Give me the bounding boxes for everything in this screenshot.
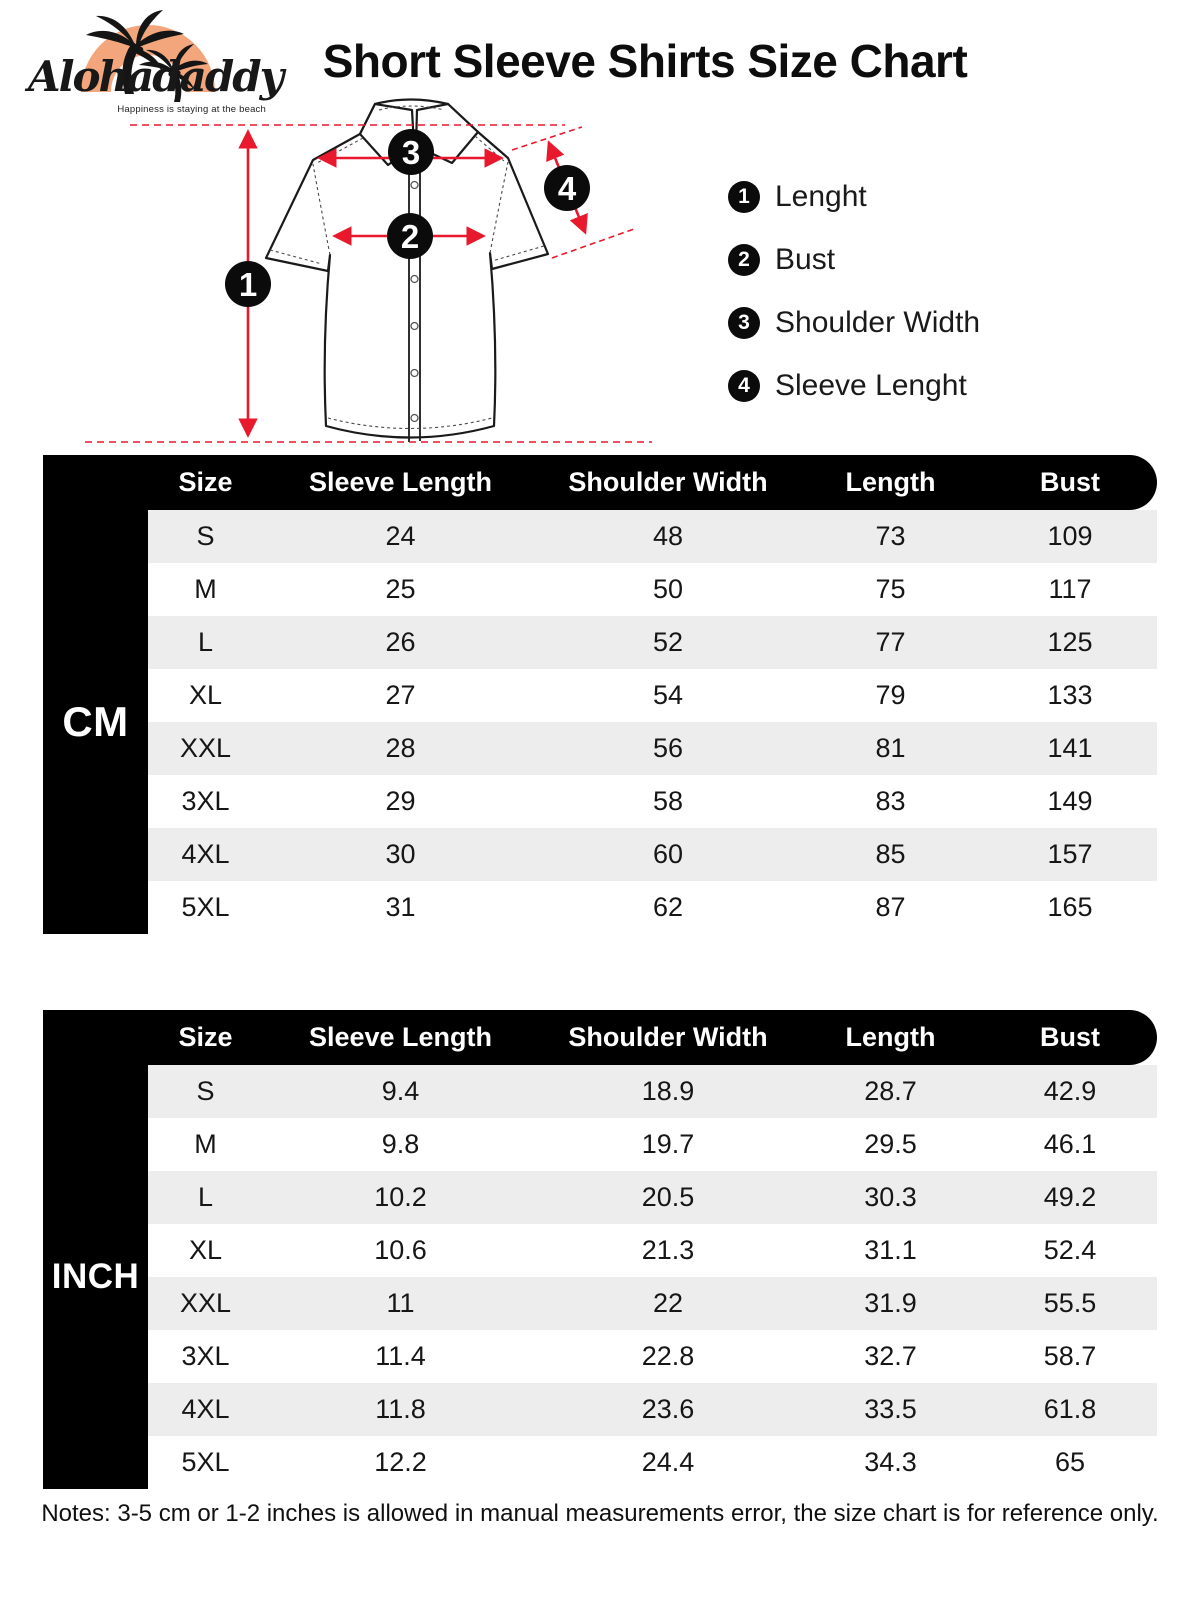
- cm-table-header: [43, 455, 1157, 510]
- table-row: [148, 1171, 1157, 1224]
- bust-cell: 149: [1047, 786, 1093, 816]
- size-cell: L: [197, 627, 214, 657]
- shoulder-width-cell: 48: [652, 521, 684, 551]
- shoulder-width-cell: 58: [652, 786, 684, 816]
- bust-cell: 42.9: [1043, 1076, 1097, 1106]
- sleeve-length-cell: 26: [385, 627, 416, 657]
- length-cell: 85: [875, 839, 906, 869]
- marker-4-badge: [544, 165, 590, 211]
- table-row: [148, 775, 1157, 828]
- col-header-size: Size: [178, 1022, 233, 1052]
- length-cell: 30.3: [864, 1182, 917, 1212]
- shoulder-width-cell: 19.7: [641, 1129, 695, 1159]
- size-table-inch: [43, 1010, 1157, 1489]
- length-cell: 77: [875, 627, 906, 657]
- col-header-bust: Bust: [1040, 1022, 1100, 1052]
- length-cell: 83: [875, 786, 906, 816]
- bust-cell: 61.8: [1043, 1394, 1097, 1424]
- sleeve-length-cell: 31: [385, 892, 416, 922]
- col-header-sleeve-length: Sleeve Length: [308, 467, 493, 497]
- legend-number-badge: 4: [728, 370, 760, 402]
- size-cell: XXL: [179, 733, 232, 763]
- bust-cell: 52.4: [1043, 1235, 1097, 1265]
- cm-unit-label: CM: [62, 698, 129, 745]
- bust-cell: 58.7: [1043, 1341, 1097, 1371]
- shoulder-width-cell: 52: [652, 627, 684, 657]
- table-row: [148, 669, 1157, 722]
- bust-cell: 49.2: [1043, 1182, 1097, 1212]
- sleeve-length-cell: 28: [385, 733, 416, 763]
- col-header-length: Length: [845, 1022, 936, 1052]
- bust-cell: 55.5: [1043, 1288, 1097, 1318]
- bust-cell: 117: [1048, 574, 1092, 604]
- shoulder-width-cell: 56: [652, 733, 684, 763]
- size-cell: M: [194, 1129, 217, 1159]
- inch-table-rows: [148, 1065, 1157, 1489]
- legend-label: Shoulder Width: [775, 306, 981, 339]
- size-cell: S: [196, 521, 215, 551]
- shirt-diagram: [80, 88, 660, 453]
- brand-name: Alohadaddy: [28, 52, 283, 101]
- size-cell: S: [196, 1076, 215, 1106]
- legend-item: [728, 369, 980, 403]
- shoulder-width-cell: 60: [652, 839, 684, 869]
- svg-text:1: 1: [238, 266, 258, 303]
- col-header-length: Length: [845, 467, 936, 497]
- col-header-sleeve-length: Sleeve Length: [308, 1022, 493, 1052]
- table-row: [148, 1383, 1157, 1436]
- sleeve-length-cell: 29: [385, 786, 416, 816]
- table-row: [148, 722, 1157, 775]
- table-row: [148, 1224, 1157, 1277]
- inch-unit-label: INCH: [51, 1257, 140, 1296]
- svg-text:2: 2: [400, 218, 420, 255]
- shoulder-width-cell: 50: [652, 574, 684, 604]
- size-cell: 5XL: [181, 1447, 230, 1477]
- table-row: [148, 1330, 1157, 1383]
- svg-text:3: 3: [401, 134, 421, 171]
- cm-unit-band: [43, 510, 148, 934]
- length-cell: 75: [875, 574, 906, 604]
- length-cell: 33.5: [864, 1394, 917, 1424]
- sleeve-length-cell: 10.6: [374, 1235, 427, 1265]
- bust-cell: 46.1: [1043, 1129, 1097, 1159]
- bust-cell: 65: [1054, 1447, 1086, 1477]
- sleeve-length-cell: 11: [386, 1288, 415, 1318]
- shoulder-width-cell: 18.9: [641, 1076, 695, 1106]
- col-header-bust: Bust: [1040, 467, 1100, 497]
- size-cell: 3XL: [181, 1341, 230, 1371]
- shoulder-width-cell: 21.3: [641, 1235, 695, 1265]
- sleeve-length-cell: 25: [385, 574, 416, 604]
- marker-3-badge: [388, 129, 434, 175]
- size-cell: L: [197, 1182, 214, 1212]
- length-cell: 34.3: [864, 1447, 917, 1477]
- col-header-shoulder-width: Shoulder Width: [568, 1022, 768, 1052]
- sleeve-length-cell: 11.4: [375, 1341, 426, 1371]
- table-row: [148, 616, 1157, 669]
- shoulder-width-cell: 23.6: [641, 1394, 695, 1424]
- bust-cell: 141: [1047, 733, 1093, 763]
- table-row: [148, 510, 1157, 563]
- sleeve-length-cell: 24: [385, 521, 416, 551]
- length-cell: 31.9: [864, 1288, 917, 1318]
- bust-cell: 109: [1047, 521, 1093, 551]
- table-row: [148, 828, 1157, 881]
- size-table-cm: [43, 455, 1157, 934]
- size-cell: 5XL: [181, 892, 230, 922]
- length-cell: 32.7: [864, 1341, 917, 1371]
- sleeve-length-cell: 9.8: [381, 1129, 420, 1159]
- legend-number-badge: 1: [728, 181, 760, 213]
- page-title: Short Sleeve Shirts Size Chart: [322, 35, 968, 87]
- shoulder-width-cell: 24.4: [641, 1447, 695, 1477]
- bust-cell: 165: [1047, 892, 1093, 922]
- col-header-shoulder-width: Shoulder Width: [568, 467, 768, 497]
- shoulder-width-cell: 62: [652, 892, 684, 922]
- col-header-size: Size: [178, 467, 233, 497]
- size-cell: XL: [188, 1235, 223, 1265]
- inch-table-header: [43, 1010, 1157, 1065]
- table-row: [148, 1118, 1157, 1171]
- svg-text:4: 4: [557, 170, 577, 207]
- length-cell: 81: [875, 733, 906, 763]
- size-cell: 3XL: [181, 786, 230, 816]
- size-cell: 4XL: [181, 839, 230, 869]
- shoulder-width-cell: 22: [652, 1288, 684, 1318]
- bust-cell: 133: [1047, 680, 1093, 710]
- legend-item: [728, 243, 980, 277]
- table-row: [148, 563, 1157, 616]
- length-cell: 29.5: [864, 1129, 917, 1159]
- size-cell: M: [194, 574, 217, 604]
- table-row: [148, 1436, 1157, 1489]
- measure-legend: [728, 180, 980, 403]
- bust-cell: 125: [1047, 627, 1093, 657]
- shoulder-width-cell: 54: [652, 680, 684, 710]
- sleeve-length-cell: 27: [385, 680, 416, 710]
- shoulder-width-cell: 20.5: [641, 1182, 695, 1212]
- sleeve-length-cell: 30: [385, 839, 416, 869]
- table-row: [148, 1065, 1157, 1118]
- sleeve-length-cell: 9.4: [381, 1076, 420, 1106]
- marker-1-badge: [225, 261, 271, 307]
- cm-table-rows: [148, 510, 1157, 934]
- legend-item: [728, 306, 980, 340]
- legend-item: [728, 180, 980, 214]
- size-cell: XXL: [179, 1288, 232, 1318]
- sleeve-length-cell: 11.8: [375, 1394, 426, 1424]
- length-cell: 73: [875, 521, 906, 551]
- length-cell: 28.7: [864, 1076, 917, 1106]
- length-cell: 79: [875, 680, 906, 710]
- legend-label: Sleeve Lenght: [775, 369, 967, 402]
- sleeve-length-cell: 12.2: [374, 1447, 427, 1477]
- length-cell: 87: [875, 892, 906, 922]
- size-cell: XL: [188, 680, 223, 710]
- inch-unit-band: [43, 1065, 148, 1489]
- notes: Notes: 3-5 cm or 1-2 inches is allowed in manual measurements error, the size chart is for reference only.: [41, 1500, 1159, 1527]
- legend-number-badge: 2: [728, 244, 760, 276]
- legend-number-badge: 3: [728, 307, 760, 339]
- bust-cell: 157: [1047, 839, 1093, 869]
- shirt-diagram-svg: [80, 88, 660, 453]
- length-cell: 31.1: [864, 1235, 917, 1265]
- sleeve-length-cell: 10.2: [374, 1182, 427, 1212]
- marker-2-badge: [387, 213, 433, 259]
- size-cell: 4XL: [181, 1394, 230, 1424]
- brand-tagline: Happiness is staying at the beach: [117, 104, 266, 115]
- table-row: [148, 1277, 1157, 1330]
- shoulder-width-cell: 22.8: [641, 1341, 695, 1371]
- legend-label: Lenght: [775, 180, 867, 213]
- table-row: [148, 881, 1157, 934]
- legend-label: Bust: [775, 243, 836, 276]
